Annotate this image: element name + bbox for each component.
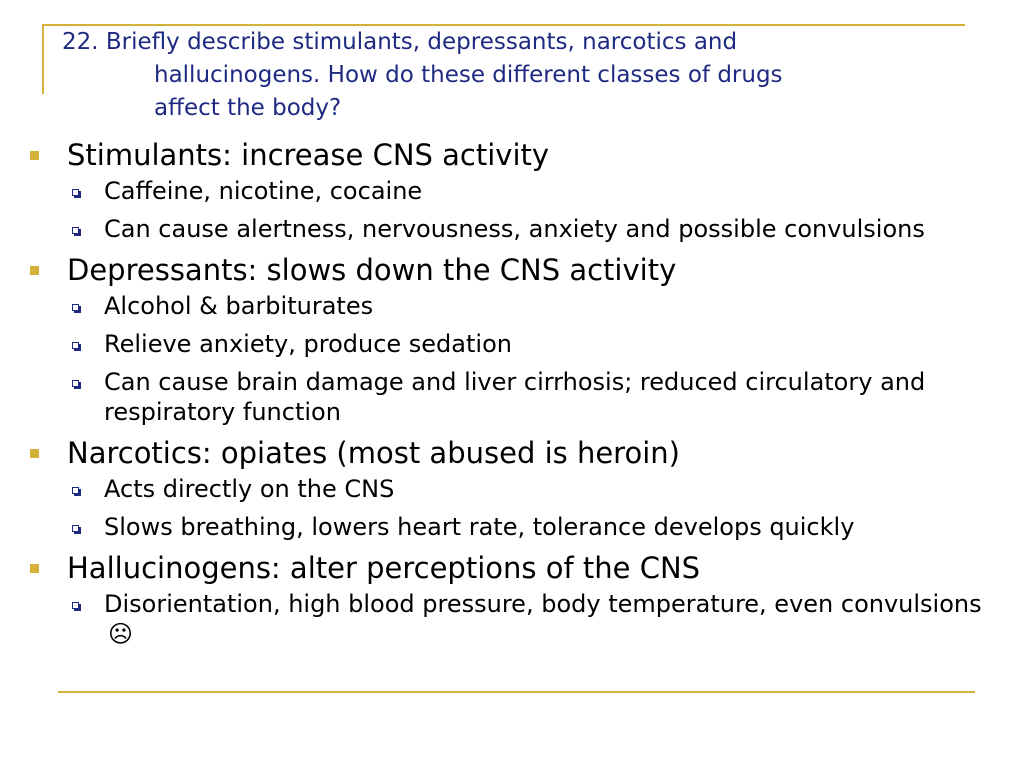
sub-bullet-text: Slows breathing, lowers heart rate, tolerance develops quickly [104,513,855,541]
bullet-narcotics [22,434,1002,472]
slide-body [22,136,1002,649]
square-bullet-icon [30,564,39,573]
hollow-square-bullet-icon [72,380,79,387]
square-bullet-icon [30,449,39,458]
bullet-heading: Depressants: slows down the CNS activity [67,253,677,287]
slide-title [62,26,962,125]
slide-title-line-3: affect the body? [154,95,342,121]
slide-title-line-2: hallucinogens. How do these different classes of drugs [154,62,783,88]
sub-bullet [22,512,1002,542]
hollow-square-bullet-icon [72,487,79,494]
sub-bullet [22,329,1002,359]
sub-bullet [22,589,1002,649]
hollow-square-bullet-icon [72,602,79,609]
sub-bullet-text: Caffeine, nicotine, cocaine [104,177,423,205]
frown-icon: ☹ [108,620,134,648]
sub-bullet-text: Can cause alertness, nervousness, anxiety and possible convulsions [104,215,925,243]
sub-bullet [22,291,1002,321]
square-bullet-icon [30,266,39,275]
sub-bullet [22,367,1002,427]
hollow-square-bullet-icon [72,304,79,311]
square-bullet-icon [30,151,39,160]
sub-bullet-text: Acts directly on the CNS [104,475,395,503]
sub-bullet-text: Relieve anxiety, produce sedation [104,330,512,358]
bullet-heading: Hallucinogens: alter perceptions of the CNS [67,551,701,585]
sub-bullet-text: Alcohol & barbiturates [104,292,374,320]
slide-left-rule [42,24,44,94]
sub-bullet [22,214,1002,244]
bullet-hallucinogens [22,549,1002,587]
sub-bullet-text: Can cause brain damage and liver cirrhosis; reduced circulatory and respiratory function [104,368,926,426]
hollow-square-bullet-icon [72,342,79,349]
sub-bullet-text: Disorientation, high blood pressure, body temperature, even convulsions [104,590,982,618]
hollow-square-bullet-icon [72,525,79,532]
slide-title-line-1: 22. Briefly describe stimulants, depressants, narcotics and [62,29,738,55]
bullet-depressants [22,251,1002,289]
sub-bullet [22,176,1002,206]
bullet-stimulants [22,136,1002,174]
bullet-heading: Stimulants: increase CNS activity [67,138,550,172]
sub-bullet [22,474,1002,504]
hollow-square-bullet-icon [72,189,79,196]
bullet-heading: Narcotics: opiates (most abused is heroin) [67,436,680,470]
hollow-square-bullet-icon [72,227,79,234]
slide-bottom-rule [58,691,975,693]
